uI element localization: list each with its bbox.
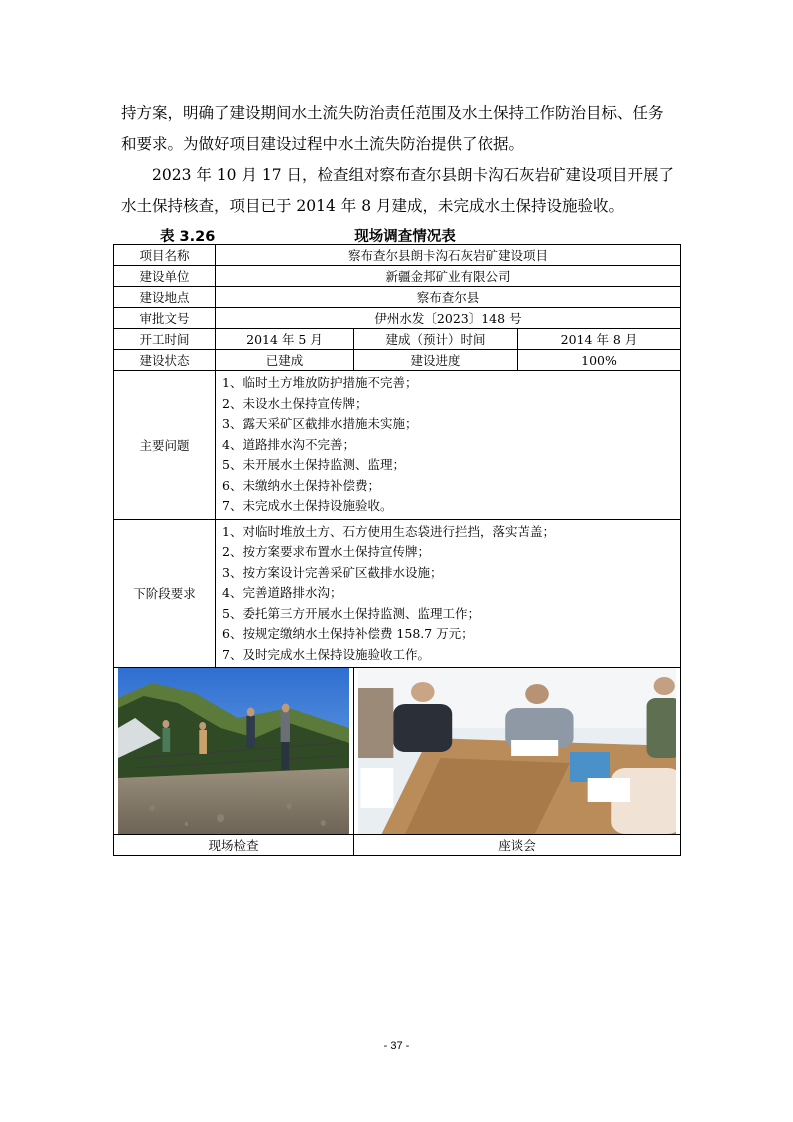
mountain-slope-image	[118, 668, 349, 834]
status-label: 建设状态	[114, 350, 216, 371]
page-number: - 37 -	[383, 1040, 410, 1052]
approval-label: 审批文号	[114, 308, 216, 329]
builder-value: 新疆金邦矿业有限公司	[216, 266, 681, 287]
list-item: 5、未开展水土保持监测、监理；	[222, 457, 405, 472]
site-inspection-photo-cell	[114, 668, 354, 835]
project-name-value: 察布查尔县朗卡沟石灰岩矿建设项目	[216, 245, 681, 266]
photo-caption-row	[114, 835, 681, 856]
builder-label: 建设单位	[114, 266, 216, 287]
list-item: 1、临时土方堆放防护措施不完善；	[222, 375, 418, 390]
start-time-label: 开工时间	[114, 329, 216, 350]
table-row	[114, 245, 681, 266]
list-item: 6、按规定缴纳水土保持补偿费 158.7 万元；	[222, 626, 474, 641]
survey-table	[113, 244, 681, 856]
list-item: 2、按方案要求布置水土保持宣传牌；	[222, 544, 430, 559]
inspection-paragraph: 2023 年 10 月 17 日，检查组对察布查尔县朗卡沟石灰岩矿建设项目开展了水土保持核查，项目已于 2014 年 8 月建成，未完成水土保持设施验收。	[121, 166, 675, 215]
table-title: 现场调查情况表	[354, 229, 456, 245]
meeting-room-image	[358, 668, 676, 834]
list-item: 6、未缴纳水土保持补偿费；	[222, 477, 380, 493]
table-row	[114, 350, 681, 371]
list-item: 1、对临时堆放土方、石方使用生态袋进行拦挡，落实苫盖；	[222, 523, 555, 539]
start-time-value: 2014 年 5 月	[216, 329, 354, 350]
table-number: 表 3.26	[160, 229, 216, 245]
list-item: 7、及时完成水土保持设施验收工作。	[222, 646, 430, 662]
location-label: 建设地点	[114, 287, 216, 308]
completion-time-value: 2014 年 8 月	[518, 329, 681, 350]
progress-label: 建设进度	[354, 350, 518, 371]
list-item: 4、完善道路排水沟；	[222, 585, 343, 600]
intro-paragraph: 持方案，明确了建设期间水土流失防治责任范围及水土保持工作防治目标、任务和要求。为做好项目建设过程中水土流失防治提供了依据。	[121, 104, 664, 153]
location-value: 察布查尔县	[216, 287, 681, 308]
photo-row	[114, 668, 681, 835]
site-inspection-photo	[118, 668, 349, 834]
table-row	[114, 329, 681, 350]
list-item: 5、委托第三方开展水土保持监测、监理工作；	[222, 605, 480, 621]
project-name-label: 项目名称	[114, 245, 216, 266]
table-row	[114, 287, 681, 308]
table-row	[114, 308, 681, 329]
meeting-caption: 座谈会	[354, 835, 681, 856]
list-item: 4、道路排水沟不完善；	[222, 436, 355, 452]
completion-time-label: 建成（预计）时间	[354, 329, 518, 350]
main-problems-label: 主要问题	[114, 371, 216, 520]
meeting-photo	[358, 668, 676, 834]
table-row	[114, 371, 681, 520]
site-inspection-caption: 现场检查	[114, 835, 354, 856]
list-item: 3、按方案设计完善采矿区截排水设施；	[222, 564, 443, 580]
list-item: 3、露天采矿区截排水措施未实施；	[222, 416, 418, 431]
main-problems-list	[216, 371, 681, 520]
progress-value: 100%	[518, 350, 681, 371]
table-row	[114, 266, 681, 287]
list-item: 7、未完成水土保持设施验收。	[222, 498, 393, 513]
next-requirements-label: 下阶段要求	[114, 519, 216, 668]
table-row	[114, 519, 681, 668]
meeting-photo-cell	[354, 668, 681, 835]
status-value: 已建成	[216, 350, 354, 371]
approval-value: 伊州水发〔2023〕148 号	[216, 308, 681, 329]
list-item: 2、未设水土保持宣传牌；	[222, 395, 368, 411]
next-requirements-list	[216, 519, 681, 668]
